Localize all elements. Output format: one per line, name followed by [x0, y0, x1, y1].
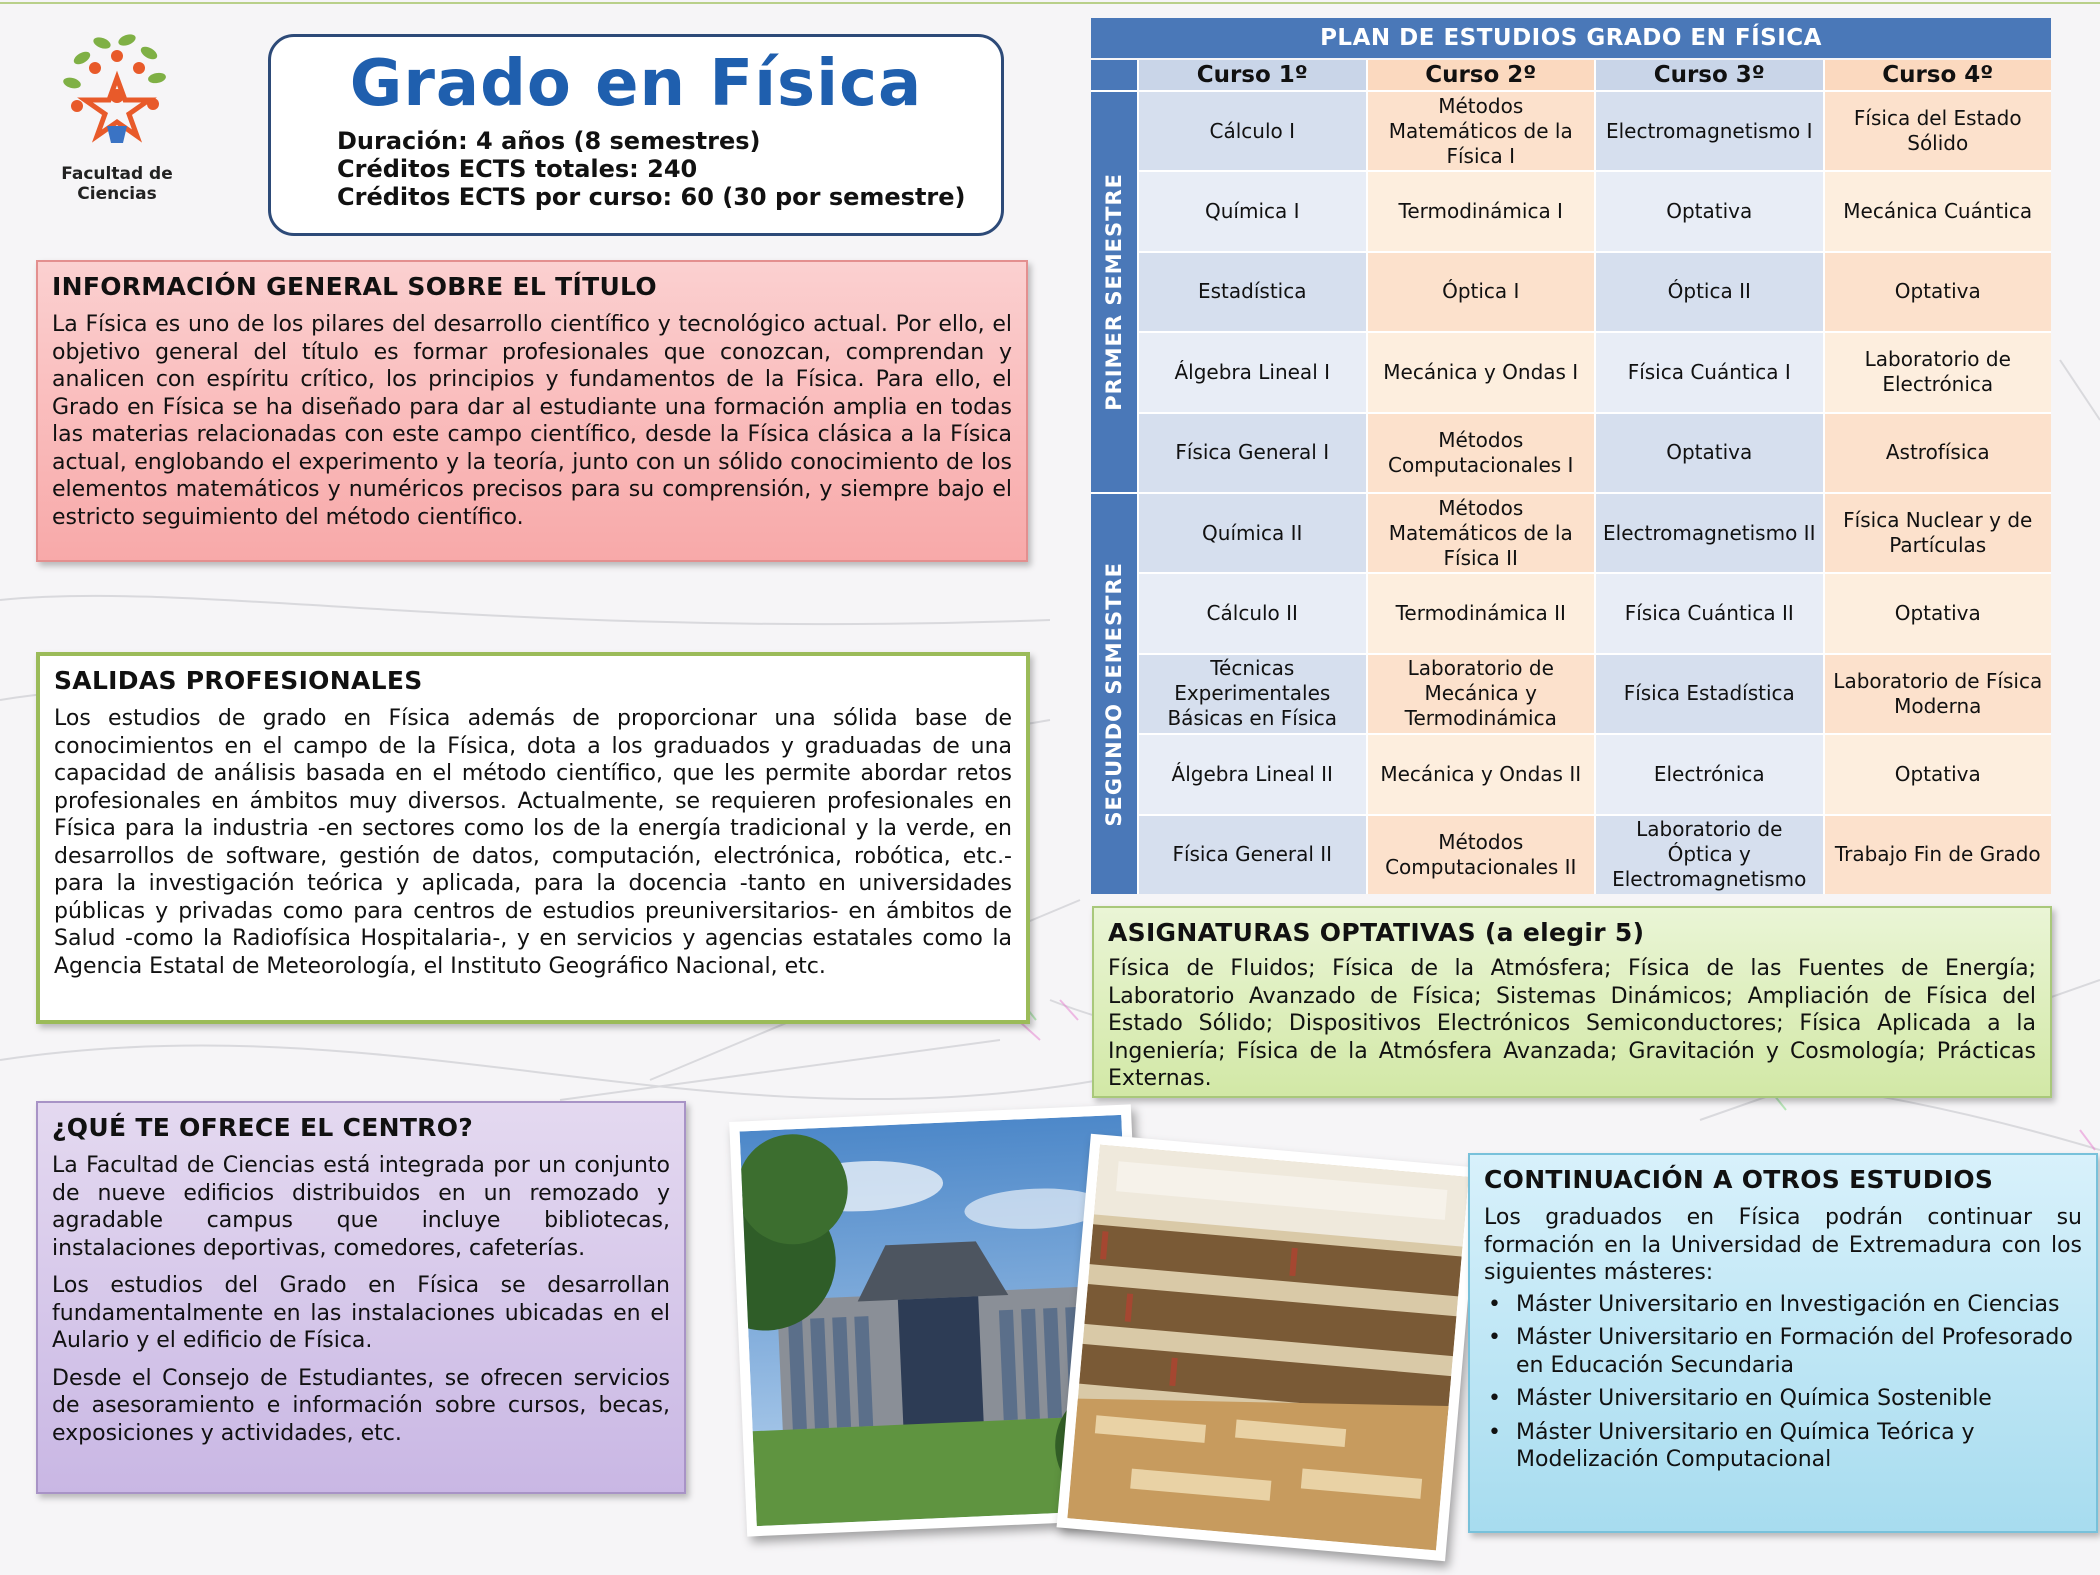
subject-cell: Electrónica — [1594, 733, 1823, 813]
subject-cell: Laboratorio de Electrónica — [1823, 331, 2052, 411]
logo-caption: Facultad de Ciencias — [61, 164, 173, 204]
center-heading: ¿QUÉ TE OFRECE EL CENTRO? — [52, 1113, 474, 1142]
career-heading: SALIDAS PROFESIONALES — [54, 666, 423, 695]
semester-column — [1091, 90, 1137, 894]
year-header: Curso 4º — [1823, 60, 2052, 90]
subject-cell: Mecánica y Ondas I — [1366, 331, 1595, 411]
subject-cell: Optativa — [1594, 170, 1823, 250]
electives-panel — [1092, 906, 2052, 1098]
subject-cell: Física General II — [1137, 814, 1366, 894]
general-info-panel — [36, 260, 1028, 562]
subject-cell: Electromagnetismo II — [1594, 492, 1823, 572]
table-row — [1137, 572, 2051, 652]
study-plan-header — [1091, 60, 2051, 90]
table-row — [1137, 90, 2051, 170]
header-corner — [1091, 60, 1137, 90]
title-box — [268, 34, 1004, 236]
subject-cell: Electromagnetismo I — [1594, 90, 1823, 170]
year-header: Curso 1º — [1137, 60, 1366, 90]
page-title: Grado en Física — [349, 47, 923, 121]
study-plan-title: PLAN DE ESTUDIOS GRADO EN FÍSICA — [1091, 18, 2051, 58]
semester-label-first — [1091, 90, 1137, 492]
center-paragraph: Desde el Consejo de Estudiantes, se ofrecen servicios de asesoramiento e información sobre cursos, becas, exposiciones y actividades, etc. — [52, 1365, 670, 1446]
subject-cell: Física Estadística — [1594, 653, 1823, 733]
subject-cell: Optativa — [1594, 412, 1823, 492]
subject-cell: Física Cuántica I — [1594, 331, 1823, 411]
masters-list — [1484, 1291, 2082, 1474]
fact-total-credits: Créditos ECTS totales: 240 — [337, 155, 698, 183]
subject-cell: Química II — [1137, 492, 1366, 572]
subject-cell: Laboratorio de Física Moderna — [1823, 653, 2052, 733]
table-row — [1137, 412, 2051, 492]
subject-cell: Mecánica Cuántica — [1823, 170, 2052, 250]
master-name: Máster Universitario en Investigación en Ciencias — [1516, 1291, 2060, 1317]
subject-cell: Óptica II — [1594, 251, 1823, 331]
career-panel — [36, 652, 1030, 1024]
center-paragraph: La Facultad de Ciencias está integrada por un conjunto de nueve edificios distribuidos en un remozado y agradable campus que incluye bibliotecas, instalaciones deportivas, comedores, cafeterías. — [52, 1153, 670, 1261]
master-name: Máster Universitario en Química Sostenible — [1516, 1386, 1992, 1411]
subject-cell: Física General I — [1137, 412, 1366, 492]
table-row — [1137, 733, 2051, 813]
general-info-heading: INFORMACIÓN GENERAL SOBRE EL TÍTULO — [52, 272, 657, 301]
library-photo-icon — [1067, 1145, 1468, 1551]
subject-cell: Cálculo II — [1137, 572, 1366, 652]
subject-grid — [1137, 90, 2051, 894]
degree-facts — [337, 127, 966, 211]
table-row — [1137, 170, 2051, 250]
subject-cell: Física del Estado Sólido — [1823, 90, 2052, 170]
bullet-icon: • — [1488, 1386, 1501, 1411]
further-studies-intro: Los graduados en Física podrán continuar su formación en la Universidad de Extremadura con los siguientes másteres: — [1484, 1205, 2082, 1285]
top-rule — [0, 2, 2100, 4]
bullet-icon: • — [1488, 1419, 1501, 1445]
subject-cell: Optativa — [1823, 572, 2052, 652]
subject-cell: Métodos Matemáticos de la Física II — [1366, 492, 1595, 572]
subject-cell: Álgebra Lineal I — [1137, 331, 1366, 411]
general-info-text: La Física es uno de los pilares del desarrollo científico y tecnológico actual. Por ello, el objetivo general del título es formar profesionales que conozcan, comprendan y analicen con espíritu crítico, los principios y fundamentos de la Física. Para ello, el Grado en Física se ha diseñado para dar al estudiante una formación amplia en todas las materias relacionadas con este campo científico, desde la Física clásica a la Física actual, englobando el experimento y la teoría, junto con un sólido conocimiento de los elementos matemáticos y numéricos precisos para su comprensión, y siempre bajo el estricto seguimiento del método científico. — [52, 312, 1012, 530]
faculty-logo — [22, 28, 212, 204]
study-plan-body — [1091, 90, 2051, 894]
electives-text: Física de Fluidos; Física de la Atmósfera; Física de las Fuentes de Energía; Laboratorio Avanzado de Física; Sistemas Dinámicos; Ampliación de Física del Estado Sólido; Dispositivos Electrónicos Semiconductores; Física Aplicada a la Ingeniería; Física de la Atmósfera Avanzada; Gravitación y Cosmología; Prácticas Externas. — [1108, 956, 2036, 1091]
subject-cell: Trabajo Fin de Grado — [1823, 814, 2052, 894]
bullet-icon: • — [1488, 1291, 1501, 1317]
table-row — [1137, 331, 2051, 411]
year-header: Curso 2º — [1366, 60, 1595, 90]
subject-cell: Termodinámica II — [1366, 572, 1595, 652]
subject-cell: Laboratorio de Mecánica y Termodinámica — [1366, 653, 1595, 733]
semester-label-second — [1091, 492, 1137, 894]
bullet-icon: • — [1488, 1325, 1501, 1350]
tree-star-logo-icon — [57, 28, 177, 158]
subject-cell: Técnicas Experimentales Básicas en Física — [1137, 653, 1366, 733]
subject-cell: Métodos Matemáticos de la Física I — [1366, 90, 1595, 170]
subject-cell: Física Cuántica II — [1594, 572, 1823, 652]
subject-cell: Métodos Computacionales I — [1366, 412, 1595, 492]
master-name: Máster Universitario en Formación del Profesorado en Educación Secundaria — [1516, 1325, 2073, 1378]
table-row — [1137, 653, 2051, 733]
subject-cell: Cálculo I — [1137, 90, 1366, 170]
career-text: Los estudios de grado en Física además de proporcionar una sólida base de conocimientos en el campo de la Física, dota a los graduados y graduadas de una capacidad de análisis basada en el método científico, que les permite abordar retos profesionales en ámbitos muy diversos. Actualmente, se requieren profesionales en Física para la industria -en sectores como los de la energía tradicional y la verde, en desarrollos de software, gestión de datos, computación, electrónica, robótica, etc.- para la investigación teórica y aplicada, para la docencia -tanto en universidades públicas y privadas como para centros de estudios preuniversitarios- en ámbitos de Salud -como la Radiofísica Hospitalaria-, y en servicios y agencias estatales como la Agencia Estatal de Meteorología, el Instituto Geográfico Nacional, etc. — [54, 706, 1012, 979]
center-paragraph: Los estudios del Grado en Física se desarrollan fundamentalmente en las instalaciones ubicadas en el Aulario y el edificio de Física. — [52, 1273, 670, 1353]
subject-cell: Métodos Computacionales II — [1366, 814, 1595, 894]
subject-cell: Álgebra Lineal II — [1137, 733, 1366, 813]
list-item — [1484, 1385, 2082, 1413]
table-row — [1137, 814, 2051, 894]
subject-cell: Termodinámica I — [1366, 170, 1595, 250]
list-item — [1484, 1419, 2082, 1474]
list-item — [1484, 1291, 2082, 1319]
subject-cell: Laboratorio de Óptica y Electromagnetismo — [1594, 814, 1823, 894]
subject-cell: Química I — [1137, 170, 1366, 250]
subject-cell: Optativa — [1823, 251, 2052, 331]
further-studies-heading: CONTINUACIÓN A OTROS ESTUDIOS — [1484, 1165, 1994, 1194]
subject-cell: Estadística — [1137, 251, 1366, 331]
library-photo — [1057, 1134, 1480, 1561]
master-name: Máster Universitario en Química Teórica y Modelización Computacional — [1516, 1419, 1975, 1472]
subject-cell: Mecánica y Ondas II — [1366, 733, 1595, 813]
subject-cell: Física Nuclear y de Partículas — [1823, 492, 2052, 572]
list-item — [1484, 1324, 2082, 1379]
center-panel — [36, 1101, 686, 1494]
table-row — [1137, 251, 2051, 331]
semester-label-text: SEGUNDO SEMESTRE — [1102, 561, 1126, 827]
study-plan-table — [1091, 18, 2051, 894]
year-header: Curso 3º — [1594, 60, 1823, 90]
subject-cell: Astrofísica — [1823, 412, 2052, 492]
subject-cell: Óptica I — [1366, 251, 1595, 331]
fact-duration: Duración: 4 años (8 semestres) — [337, 127, 761, 155]
table-row — [1137, 492, 2051, 572]
semester-label-text: PRIMER SEMESTRE — [1102, 173, 1126, 411]
fact-credits-per-year: Créditos ECTS por curso: 60 (30 por semestre) — [337, 183, 966, 211]
electives-heading: ASIGNATURAS OPTATIVAS (a elegir 5) — [1108, 918, 1645, 947]
further-studies-panel — [1468, 1153, 2098, 1533]
subject-cell: Optativa — [1823, 733, 2052, 813]
